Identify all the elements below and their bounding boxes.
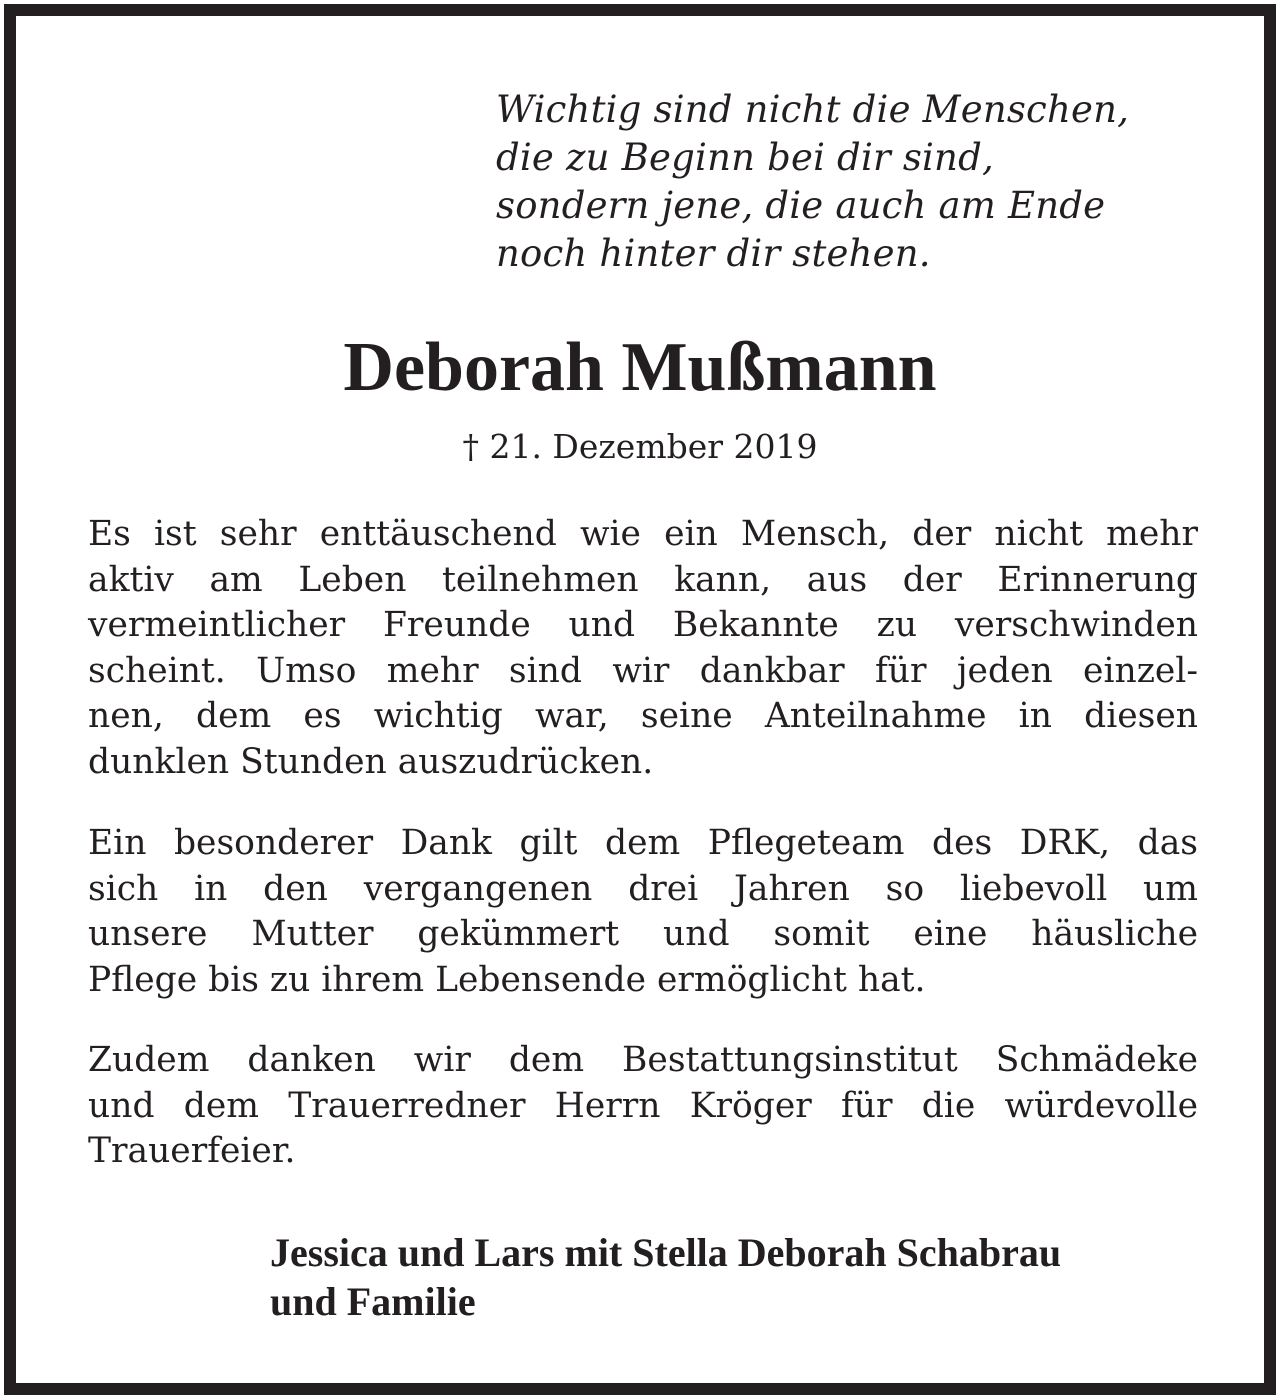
thanks-paragraph [88,512,1198,785]
paragraph-line: scheint. Umso mehr sind wir dankbar für jeden einzel- [88,650,1198,691]
paragraph-line: Es ist sehr enttäuschend wie ein Mensch, der nicht mehr [88,514,1198,554]
quote-line: die zu Beginn bei dir sind, [496,136,994,179]
paragraph-line: Ein besonderer Dank gilt dem Pflegeteam des DRK, das [88,823,1198,863]
funeral-thanks-paragraph [88,1038,1198,1175]
death-date: † 21. Dezember 2019 [462,427,818,466]
paragraph-line: dunklen Stunden auszudrücken. [88,741,654,782]
quote-line: sondern jene, die auch am Ende [496,184,1106,227]
care-team-paragraph [88,821,1198,1003]
paragraph-line: und dem Trauerredner Herrn Kröger für die würdevolle [88,1085,1198,1126]
paragraph-line: aktiv am Leben teilnehmen kann, aus der Erinnerung [88,559,1198,600]
paragraph-line: unsere Mutter gekümmert und somit eine häusliche [88,914,1198,954]
memorial-quote [496,86,1216,278]
family-signature [270,1228,1210,1326]
deceased-name: Deborah Mußmann [343,329,937,406]
paragraph-line: nen, dem es wichtig war, seine Anteilnahme in diesen [88,696,1198,736]
signature-line: Jessica und Lars mit Stella Deborah Schabrau [270,1230,1062,1275]
quote-line: noch hinter dir stehen. [496,232,931,275]
obituary-notice [4,4,1276,1395]
paragraph-line: Zudem danken wir dem Bestattungsinstitut Schmädeke [88,1040,1198,1080]
quote-line: Wichtig sind nicht die Menschen, [496,88,1130,131]
paragraph-line: vermeintlicher Freunde und Bekannte zu verschwinden [88,605,1198,645]
paragraph-line: sich in den vergangenen drei Jahren so liebevoll um [88,868,1198,909]
paragraph-line: Pflege bis zu ihrem Lebensende ermöglicht hat. [88,959,926,1000]
signature-line: und Familie [270,1279,476,1324]
paragraph-line: Trauerfeier. [88,1131,296,1171]
